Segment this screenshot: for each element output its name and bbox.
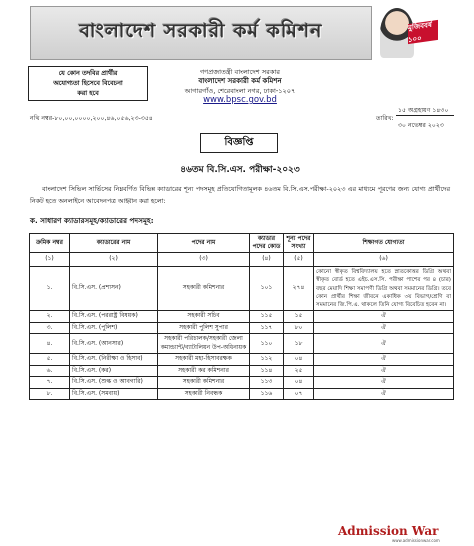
cell-vacancy: ২৫ — [284, 365, 314, 377]
cell-vacancy: ৮০ — [284, 322, 314, 334]
watermark-text: Admission War — [338, 524, 439, 538]
table-row — [30, 377, 454, 389]
exam-title: ৪৬তম বি.সি.এস. পরীক্ষা-২০২৩ — [180, 165, 300, 175]
cell-serial: ৮. — [30, 388, 70, 400]
table-header-row — [30, 234, 454, 253]
cell-vacancy: ০৪ — [284, 354, 314, 366]
warning-line-2: অযোগ্যতা হিসেবে বিবেচনা — [53, 79, 123, 87]
cell-code: ১০১ — [250, 267, 284, 311]
warning-line-3: করা হবে — [77, 89, 99, 97]
cell-code: ১১২ — [250, 354, 284, 366]
section-title: ক. সাধারণ ক্যাডারসমূহ/ক্যাডারের পদসমূহ: — [30, 216, 154, 225]
mujib-borsho-logo — [374, 4, 440, 68]
header-qualification: শিক্ষাগত যোগ্যতা — [314, 234, 454, 253]
column-number: (৬) — [314, 253, 454, 267]
logo-text: মুজিববর্ষ ১০০ — [408, 20, 438, 44]
cell-qualification: ঐ — [314, 334, 454, 354]
cell-post: সহকারী সচিব — [158, 311, 250, 323]
header-post: পদের নাম — [158, 234, 250, 253]
cell-vacancy: ০৭ — [284, 388, 314, 400]
org-address: আগারগাঁও, শেরেবাংলা নগর, ঢাকা-১২০৭ — [184, 87, 296, 95]
date-label: তারিখ: — [376, 115, 394, 122]
cell-post: সহকারী নিবন্ধক — [158, 388, 250, 400]
cell-post: সহকারী মহা-হিসাবরক্ষক — [158, 354, 250, 366]
header-serial: ক্রমিক নম্বর — [30, 234, 70, 253]
column-number: (২) — [70, 253, 158, 267]
cell-code: ১১৩ — [250, 377, 284, 389]
cell-serial: ৪. — [30, 334, 70, 354]
cell-post: সহকারী পরিচালক/সহকারী জেলা কমান্ড্যান্ট/ব্যাটালিয়ন উপ-অধিনায়ক — [158, 334, 250, 354]
column-number: (৪) — [250, 253, 284, 267]
cell-code: ১১৪ — [250, 365, 284, 377]
cell-cadre: বি.সি.এস. (কর) — [70, 365, 158, 377]
cell-vacancy: ১৮ — [284, 334, 314, 354]
table-row — [30, 267, 454, 311]
govt-name: গণপ্রজাতন্ত্রী বাংলাদেশ সরকার — [199, 68, 281, 76]
cell-serial: ৭. — [30, 377, 70, 389]
cell-serial: ৩. — [30, 322, 70, 334]
cell-qualification: ঐ — [314, 388, 454, 400]
cell-vacancy: ১৫ — [284, 311, 314, 323]
watermark-subtext: www.admissionwar.com — [392, 538, 440, 543]
intro-paragraph: বাংলাদেশ সিভিল সার্ভিসের নিম্নবর্ণিত বিভিন্ন ক্যাডারের শূন্য পদসমূহ প্রতিযোগিতামূলক ৪৬তম বি.সি.এস.পরীক্ষা-২০২৩ এর মাধ্যমে পূরণের জন্য যোগ্য প্রার্থীদের নিকট হতে অনলাইনে আবেদনপত্র আহ্বান করা হলো: — [30, 185, 450, 205]
cell-qualification: ঐ — [314, 365, 454, 377]
header-code: ক্যাডার পদের কোড — [250, 234, 284, 253]
cell-qualification: ঐ — [314, 311, 454, 323]
warning-line-1: যে কোন তদবির প্রার্থীর — [58, 69, 118, 77]
cell-vacancy: ০৪ — [284, 377, 314, 389]
cell-code: ১১৭ — [250, 322, 284, 334]
banner-title: বাংলাদেশ সরকারী কর্ম কমিশন — [79, 20, 323, 42]
table-row — [30, 354, 454, 366]
cell-cadre: বি.সি.এস. (পুলিশ) — [70, 322, 158, 334]
table-row — [30, 388, 454, 400]
table-row — [30, 311, 454, 323]
posts-table — [29, 233, 454, 400]
cell-cadre: বি.সি.এস. (সমবায়) — [70, 388, 158, 400]
column-number: (৩) — [158, 253, 250, 267]
header-cadre: ক্যাডারের নাম — [70, 234, 158, 253]
cell-code: ১১৬ — [250, 388, 284, 400]
column-number: (৫) — [284, 253, 314, 267]
cell-qualification: কোনো স্বীকৃত বিশ্ববিদ্যালয় হতে স্নাতকোত্তর ডিগ্রি অথবা স্বীকৃত বোর্ড হতে এইচ.এস.সি. পরীক্ষা পাশের পর ৪ (চার) বছর মেয়াদি শিক্ষা সমাপণী ডিগ্রি অথবা সমমানের ডিগ্রি। তবে কোন প্রার্থীর শিক্ষা জীবনে একাধিক ৩য় বিভাগ/শ্রেণি বা সমমানের জি.পি.এ. থাকলে তিনি যোগ্য বিবেচিত হবেন না। — [314, 267, 454, 311]
table-row — [30, 334, 454, 354]
cell-post: সহকারী কমিশনার — [158, 267, 250, 311]
notice-title: বিজ্ঞপ্তি — [200, 133, 278, 153]
table-row — [30, 322, 454, 334]
header-vacancy: শূন্য পদের সংখ্যা — [284, 234, 314, 253]
warning-box — [28, 66, 148, 101]
header-banner — [30, 6, 372, 60]
cell-cadre: বি.সি.এস. (আনসার) — [70, 334, 158, 354]
table-row — [30, 365, 454, 377]
column-number: (১) — [30, 253, 70, 267]
cell-cadre: বি.সি.এস. (প্রশাসন) — [70, 267, 158, 311]
website-link[interactable]: www.bpsc.gov.bd — [203, 95, 277, 105]
cell-cadre: বি.সি.এস. (নিরীক্ষা ও হিসাব) — [70, 354, 158, 366]
cell-post: সহকারী কমিশনার — [158, 377, 250, 389]
date-bangla: ১৫ অগ্রহায়ণ ১৪৩০ — [398, 107, 449, 114]
cell-serial: ২. — [30, 311, 70, 323]
cell-qualification: ঐ — [314, 377, 454, 389]
cell-vacancy: ২৭৪ — [284, 267, 314, 311]
cell-cadre: বি.সি.এস. (শুল্ক ও আবগারি) — [70, 377, 158, 389]
date-divider — [396, 115, 454, 116]
cell-serial: ৬. — [30, 365, 70, 377]
date-english: ৩০ নভেম্বর ২০২৩ — [398, 122, 444, 129]
cell-qualification: ঐ — [314, 354, 454, 366]
cell-cadre: বি.সি.এস. (পররাষ্ট্র বিষয়ক) — [70, 311, 158, 323]
org-name: বাংলাদেশ সরকারী কর্ম কমিশন — [198, 77, 282, 85]
cell-code: ১১৫ — [250, 311, 284, 323]
cell-code: ১১০ — [250, 334, 284, 354]
cell-post: সহকারী কর কমিশনার — [158, 365, 250, 377]
cell-post: সহকারী পুলিশ সুপার — [158, 322, 250, 334]
cell-serial: ৫. — [30, 354, 70, 366]
cell-qualification: ঐ — [314, 322, 454, 334]
reference-number: নথি নম্বর-৮০,০০,০০০০,২০০,৪৬,০৫৬,২৩-৩৫৪ — [30, 115, 153, 122]
cell-serial: ১. — [30, 267, 70, 311]
column-number-row — [30, 253, 454, 267]
